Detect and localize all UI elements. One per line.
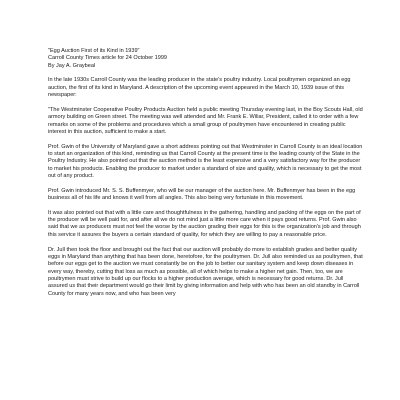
spacer <box>48 202 364 209</box>
paragraph-care-handling: It was also pointed out that with a little care and thoughtfulness in the gathering, handling and packing of the eggs on the part of the producer will be well paid for, and after all we do not mind just a little more care when it pays good returns. Prof. Gwin also said that we as producers must not feel the worse by the auction grading their eggs for this is the organization's job and through this service it assures the buyers a certain standard of quality, for which they are willing to pay a reasonable price. <box>48 209 361 238</box>
spacer <box>48 136 364 143</box>
article-byline: By Jay A. Graybeal <box>48 62 96 69</box>
spacer <box>48 239 364 246</box>
article-title: "Egg Auction First of its Kind in 1939" <box>48 48 140 54</box>
paragraph-gwin-address: Prof. Gwin of the University of Maryland gave a short address pointing out that Westminster in Carroll County is an ideal location to start an organization of this kind, reminding us that Carroll County at the present time is the leading county of the State in the Poultry Industry. He also pointed out that the auction method is the least expensive and a very satisfactory way for the producer to market his products. Enabling the producer to market under a standard of size and quality, which is necessary to get the most out of any product. <box>48 143 363 179</box>
document-page <box>48 48 364 298</box>
spacer <box>48 180 364 187</box>
article-subtitle: Carroll County Times article for 24 October 1999 <box>48 55 168 62</box>
paragraph-intro: In the late 1930s Carroll County was the leading producer in the state's poultry industry. Local poultrymen organized an egg auction, the first of its kind in Maryland. A description of the upcoming event appeared in the March 10, 1939 issue of this newspaper: <box>48 77 351 99</box>
spacer <box>48 70 364 77</box>
paragraph-meeting: "The Westminster Cooperative Poultry Products Auction held a public meeting Thursday evening last, in the Boy Scouts Hall, old armory building on Green street. The meeting was well attended and Mr. Frank E. Wiliar, President, called it to order with a few remarks on some of the problems and procedures which a small group of poultrymen have encountered in creating public interest in this auction, sufficient to make a start. <box>48 106 363 135</box>
spacer <box>48 99 364 106</box>
paragraph-jull: Dr. Jull then took the floor and brought out the fact that our auction will probably do more to establish grades and better quality eggs in Maryland than anything that has been done, heretofore, for the poultrymen. Dr. Jull also reminded us as poultrymen, that before our eggs get to the auction we must constantly be on the job to better our sanitary system and keep down diseases in every way, thereby, cutting that loss as much as possible, all of which helps to make a higher net gain. Then, too, we are poultrymen must strive to build up our flocks to a higher production average, which is necessary for good returns. Dr. Jull assured us that their department would go their limit by giving information and help with who has been an old standby in Carroll County for many years now, and who has been very <box>48 246 363 297</box>
paragraph-buffenmyer: Prof. Gwin introduced Mr. S. S. Buffenmyer, who will be our manager of the auction here. Mr. Buffenmyer has been in the egg business all of his life and knows it well from all angles. This also being very fortuniate in this movement. <box>48 187 356 202</box>
